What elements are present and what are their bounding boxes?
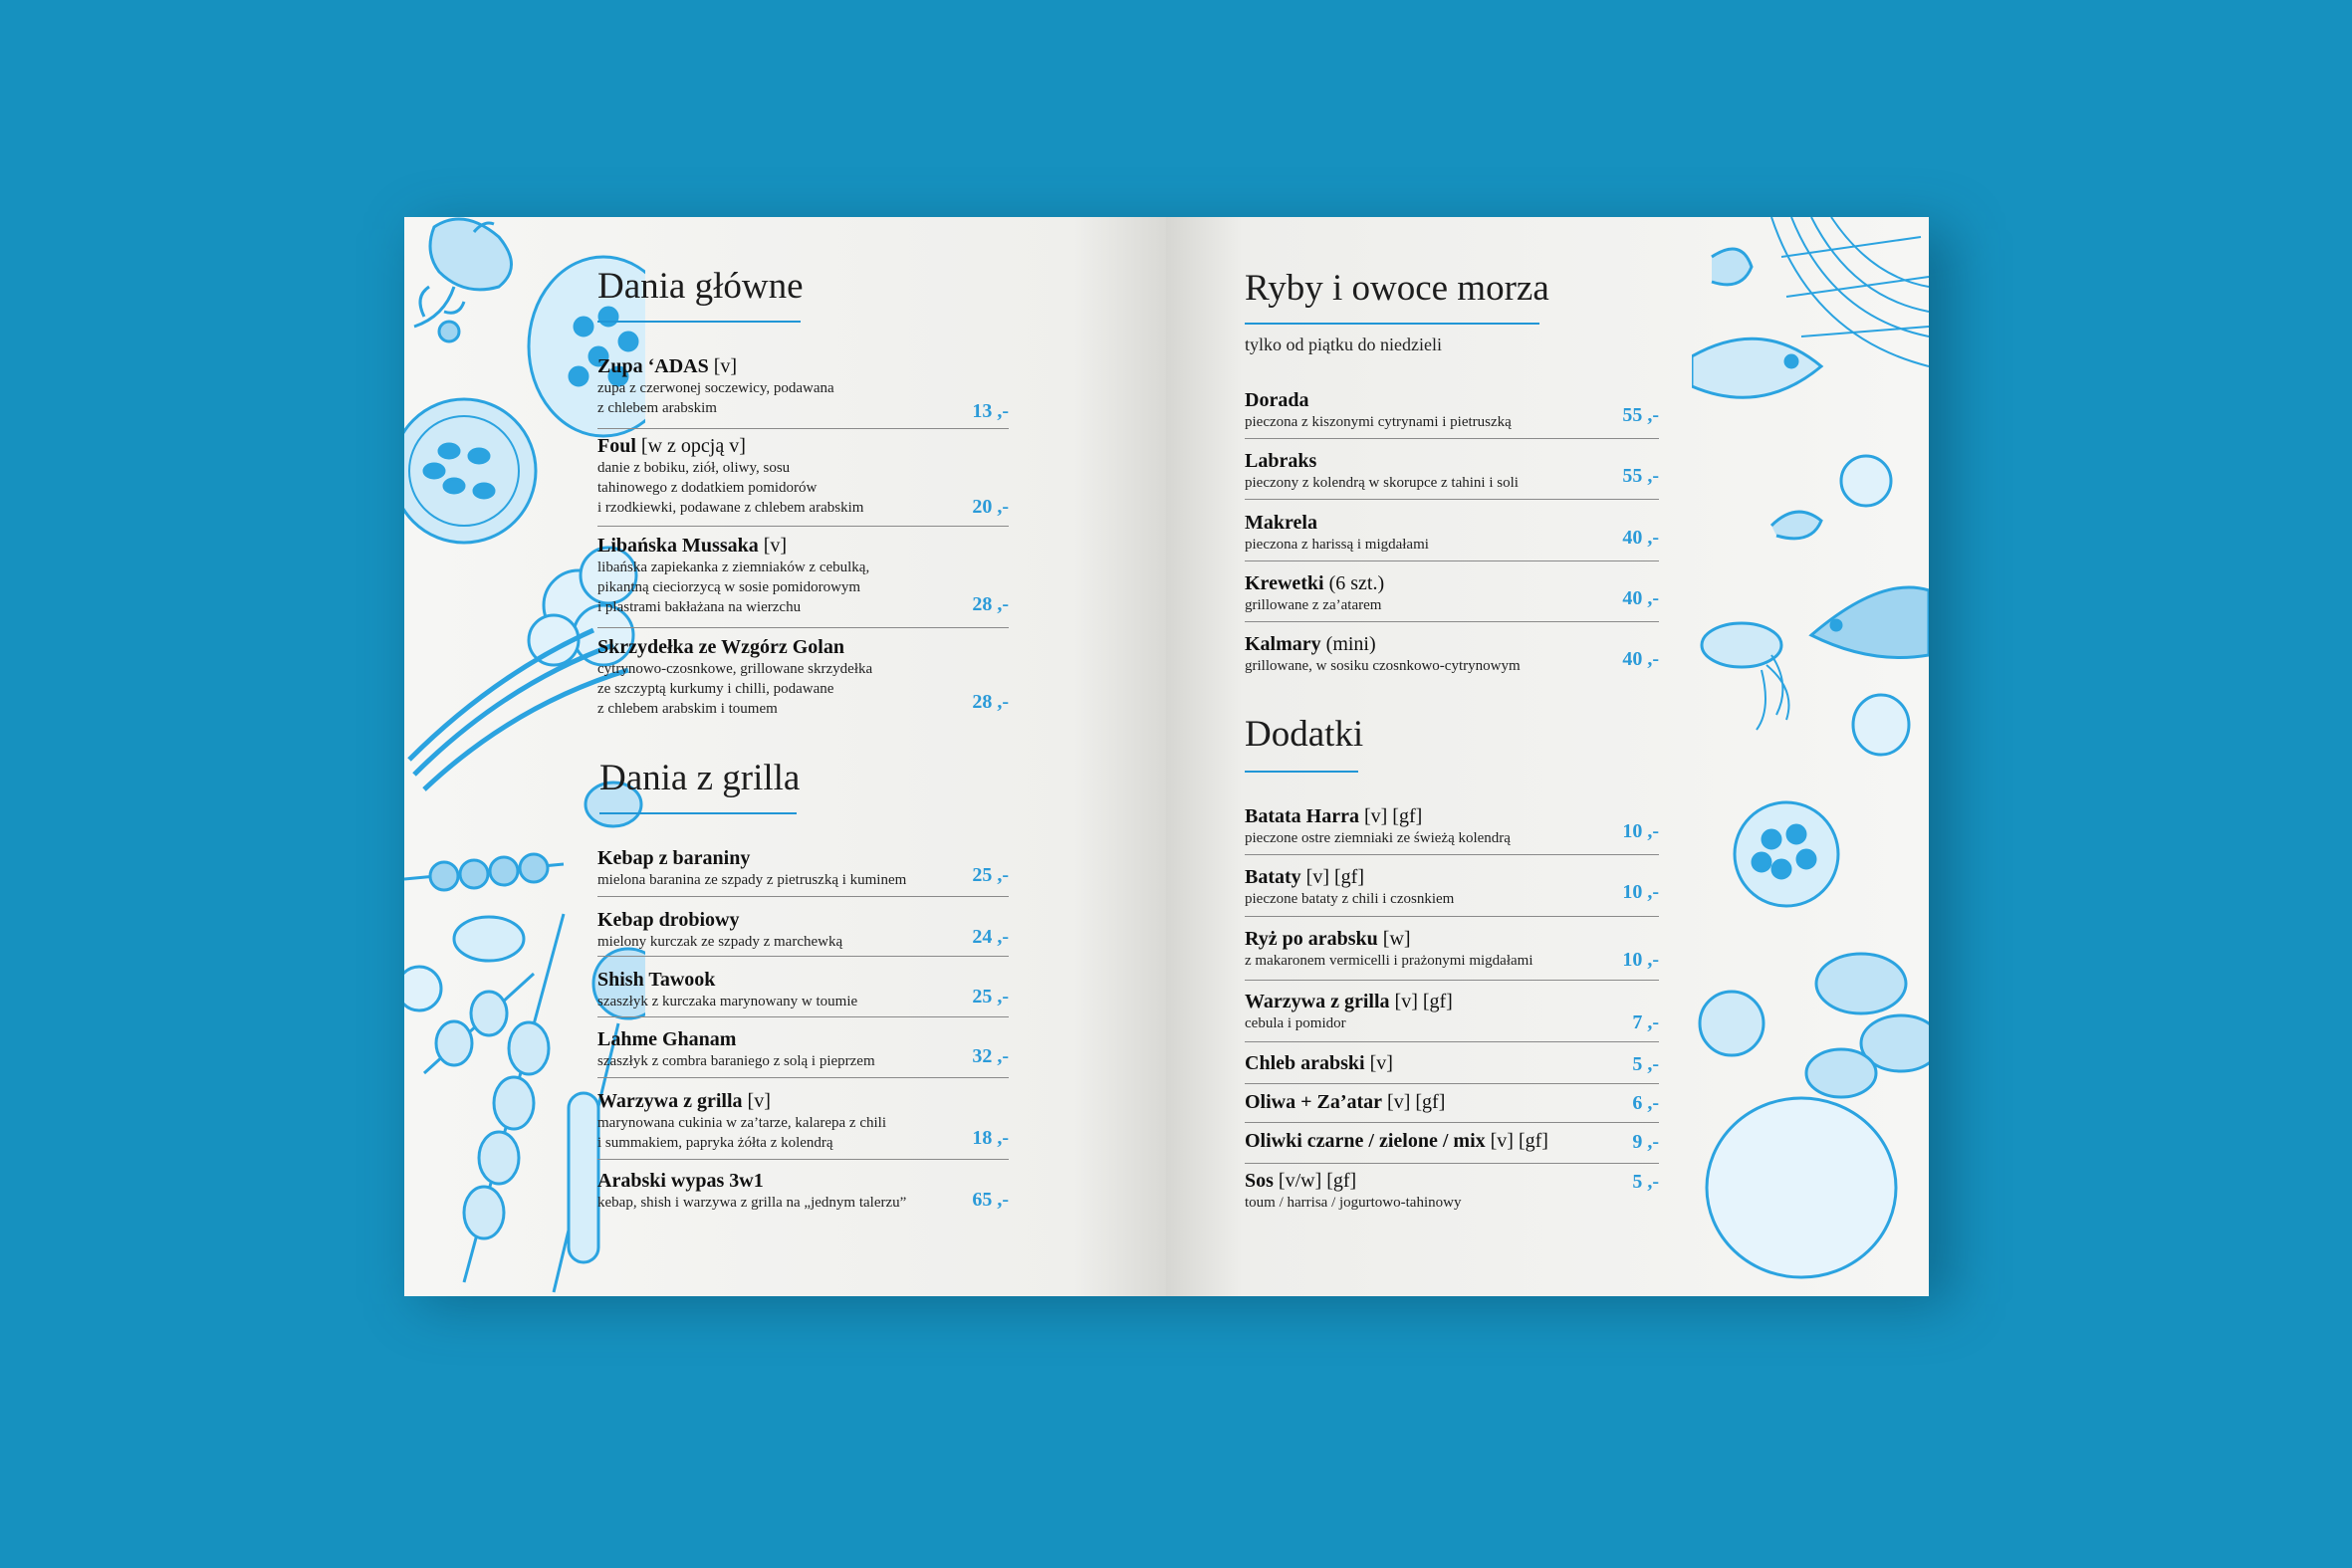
bell-pepper-icon	[430, 219, 512, 290]
item-name: Makrela	[1245, 512, 1317, 534]
item-name: Batata Harra	[1245, 805, 1359, 827]
item-name: Oliwa + Za’atar	[1245, 1091, 1383, 1113]
menu-item	[597, 1089, 1009, 1153]
item-description: kebap, shish i warzywa z grilla na „jednym talerzu”	[597, 1195, 907, 1211]
item-tag: [v] [gf]	[1485, 1130, 1548, 1152]
menu-item	[1245, 388, 1659, 432]
item-tag: [v] [gf]	[1389, 991, 1453, 1012]
item-price: 9 ,-	[1632, 1131, 1659, 1153]
squid-icon	[1702, 623, 1789, 730]
section-title-underline	[1245, 771, 1358, 773]
item-name: Labraks	[1245, 450, 1317, 472]
item-price: 10 ,-	[1622, 820, 1659, 842]
menu-item	[1245, 1129, 1659, 1153]
item-price: 32 ,-	[972, 1045, 1009, 1067]
item-price: 20 ,-	[972, 496, 1009, 518]
salmon-icon	[1811, 587, 1929, 658]
item-description: danie z bobiku, ziół, oliwy, sosu tahinowego z dodatkiem pomidorów i rzodkiewki, podawane z chlebem arabskim	[597, 460, 864, 516]
item-price: 24 ,-	[972, 926, 1009, 948]
herb-icon	[414, 287, 464, 341]
menu-item	[1245, 1051, 1659, 1075]
tomato-icon	[1700, 992, 1764, 1055]
item-price: 13 ,-	[972, 400, 1009, 422]
item-name: Lahme Ghanam	[597, 1028, 737, 1050]
item-name: Zupa ‘ADAS	[597, 355, 709, 377]
kebab-skewer-icon	[404, 854, 618, 1292]
section-note: tylko od piątku do niedzieli	[1245, 335, 1442, 354]
item-price: 25 ,-	[972, 986, 1009, 1008]
section-title-underline	[1245, 323, 1539, 325]
flatbread-icon	[1707, 1098, 1896, 1277]
item-price: 28 ,-	[972, 593, 1009, 615]
menu-item	[597, 908, 1009, 952]
potato-icon	[1806, 954, 1929, 1097]
item-tag: [v]	[758, 535, 788, 557]
item-price: 18 ,-	[972, 1127, 1009, 1149]
section-title-underline	[597, 321, 801, 323]
item-name: Foul	[597, 435, 636, 457]
menu-item	[1245, 632, 1659, 676]
section-title-sides: Dodatki	[1245, 714, 1364, 755]
lemon-icon	[1841, 456, 1891, 506]
menu-item	[1245, 1169, 1659, 1213]
menu-page-right	[1166, 217, 1929, 1296]
item-divider	[1245, 560, 1659, 561]
item-price: 40 ,-	[1622, 587, 1659, 609]
item-description: cytrynowo-czosnkowe, grillowane skrzydełka ze szczyptą kurkumy i chilli, podawane z chlebem arabskim i toumem	[597, 661, 873, 717]
item-divider	[1245, 916, 1659, 917]
item-description: toum / harrisa / jogurtowo-tahinowy	[1245, 1195, 1462, 1211]
item-description: z makaronem vermicelli i prażonymi migdałami	[1245, 953, 1533, 969]
item-name: Shish Tawook	[597, 969, 716, 991]
menu-item	[1245, 804, 1659, 848]
item-name: Krewetki	[1245, 572, 1324, 594]
item-price: 25 ,-	[972, 864, 1009, 886]
item-tag: [v]	[708, 355, 738, 377]
fishing-net-icon	[1771, 217, 1929, 366]
item-tag: [v] [gf]	[1300, 866, 1364, 888]
item-tag: (6 szt.)	[1323, 572, 1385, 594]
item-description: szaszłyk z combra baraniego z solą i pieprzem	[597, 1053, 875, 1069]
item-description: pieczone ostre ziemniaki ze świeżą kolendrą	[1245, 830, 1511, 846]
item-price: 40 ,-	[1622, 527, 1659, 549]
item-name: Oliwki czarne / zielone / mix	[1245, 1130, 1486, 1152]
item-divider	[1245, 1083, 1659, 1084]
item-description: marynowana cukinia w za’tarze, kalarepa z chili i summakiem, papryka żółta z kolendrą	[597, 1115, 886, 1151]
item-divider	[597, 1077, 1009, 1078]
item-divider	[597, 896, 1009, 897]
item-divider	[597, 956, 1009, 957]
item-divider	[1245, 854, 1659, 855]
item-divider	[1245, 438, 1659, 439]
item-name: Chleb arabski	[1245, 1052, 1365, 1074]
item-divider	[1245, 621, 1659, 622]
item-name: Arabski wypas 3w1	[597, 1170, 764, 1192]
item-name: Warzywa z grilla	[1245, 991, 1390, 1012]
item-name: Kebap drobiowy	[597, 909, 740, 931]
celery-icon	[409, 630, 628, 789]
item-tag: [w]	[1377, 928, 1411, 950]
menu-item	[1245, 1090, 1659, 1114]
item-tag: [v] [gf]	[1358, 805, 1423, 827]
item-description: zupa z czerwonej soczewicy, podawana z chlebem arabskim	[597, 380, 834, 416]
item-name: Ryż po arabsku	[1245, 928, 1378, 950]
item-description: grillowane, w sosiku czosnkowo-cytrynowym	[1245, 658, 1521, 674]
item-tag: [v]	[1364, 1052, 1393, 1074]
item-price: 40 ,-	[1622, 648, 1659, 670]
item-price: 65 ,-	[972, 1189, 1009, 1211]
item-description: pieczona z harissą i migdałami	[1245, 537, 1429, 553]
section-title-seafood: Ryby i owoce morza	[1245, 268, 1549, 309]
item-description: libańska zapiekanka z ziemniaków z cebulką, pikantną cieciorzycą w sosie pomidorowym i plastrami bakłażana na wierzchu	[597, 560, 870, 615]
item-divider	[1245, 1163, 1659, 1164]
menu-item	[1245, 990, 1659, 1033]
item-description: szaszłyk z kurczaka marynowany w toumie	[597, 994, 858, 1009]
item-name: Bataty	[1245, 866, 1301, 888]
menu-item	[1245, 511, 1659, 555]
item-description: mielona baranina ze szpady z pietruszką i kuminem	[597, 872, 907, 888]
item-name: Skrzydełka ze Wzgórz Golan	[597, 636, 844, 658]
item-divider	[597, 526, 1009, 527]
section-title-main-dishes: Dania główne	[597, 266, 804, 307]
menu-item	[597, 968, 1009, 1011]
item-divider	[597, 627, 1009, 628]
item-tag: [v]	[742, 1090, 771, 1112]
bean-bowl-icon	[404, 399, 536, 543]
menu-item	[597, 1027, 1009, 1071]
item-price: 28 ,-	[972, 691, 1009, 713]
menu-item	[597, 434, 1009, 518]
menu-item	[1245, 449, 1659, 493]
section-title-underline	[599, 812, 797, 814]
item-name: Warzywa z grilla	[597, 1090, 743, 1112]
item-price: 6 ,-	[1632, 1092, 1659, 1114]
item-description: pieczona z kiszonymi cytrynami i pietruszką	[1245, 414, 1512, 430]
item-divider	[1245, 980, 1659, 981]
item-price: 55 ,-	[1622, 465, 1659, 487]
item-name: Libańska Mussaka	[597, 535, 759, 557]
item-price: 10 ,-	[1622, 881, 1659, 903]
menu-item	[597, 354, 1009, 422]
item-tag: (mini)	[1320, 633, 1376, 655]
menu-item	[597, 1169, 1009, 1213]
menu-item	[597, 846, 1009, 890]
item-price: 10 ,-	[1622, 949, 1659, 971]
item-divider	[1245, 1041, 1659, 1042]
menu-item	[597, 635, 1009, 719]
item-name: Kalmary	[1245, 633, 1321, 655]
item-price: 55 ,-	[1622, 404, 1659, 426]
fish-icon	[1692, 338, 1821, 397]
item-tag: [v/w] [gf]	[1273, 1170, 1357, 1192]
item-divider	[597, 1016, 1009, 1017]
olive-bowl-icon	[1735, 802, 1838, 906]
item-divider	[597, 1159, 1009, 1160]
food-illustration-right	[1692, 217, 1929, 1296]
item-price: 5 ,-	[1632, 1053, 1659, 1075]
item-divider	[597, 428, 1009, 429]
item-description: pieczone bataty z chili i czosnkiem	[1245, 891, 1455, 907]
onion-icon	[1853, 695, 1909, 755]
item-description: cebula i pomidor	[1245, 1015, 1346, 1031]
item-description: mielony kurczak ze szpady z marchewką	[597, 934, 843, 950]
menu-item	[1245, 865, 1659, 909]
item-description: grillowane z za’atarem	[1245, 597, 1382, 613]
item-tag: [v] [gf]	[1382, 1091, 1446, 1113]
item-price: 5 ,-	[1632, 1171, 1659, 1193]
menu-item	[1245, 571, 1659, 615]
item-price: 7 ,-	[1632, 1011, 1659, 1033]
menu-item	[597, 534, 1009, 617]
item-divider	[1245, 499, 1659, 500]
item-name: Dorada	[1245, 389, 1309, 411]
item-name: Sos	[1245, 1170, 1274, 1192]
item-name: Kebap z baraniny	[597, 847, 751, 869]
section-title-grill: Dania z grilla	[599, 758, 801, 798]
item-description: pieczony z kolendrą w skorupce z tahini i soli	[1245, 475, 1519, 491]
item-tag: [w z opcją v]	[635, 435, 746, 457]
item-divider	[1245, 1122, 1659, 1123]
menu-item	[1245, 927, 1659, 971]
menu-page-left	[404, 217, 1166, 1296]
